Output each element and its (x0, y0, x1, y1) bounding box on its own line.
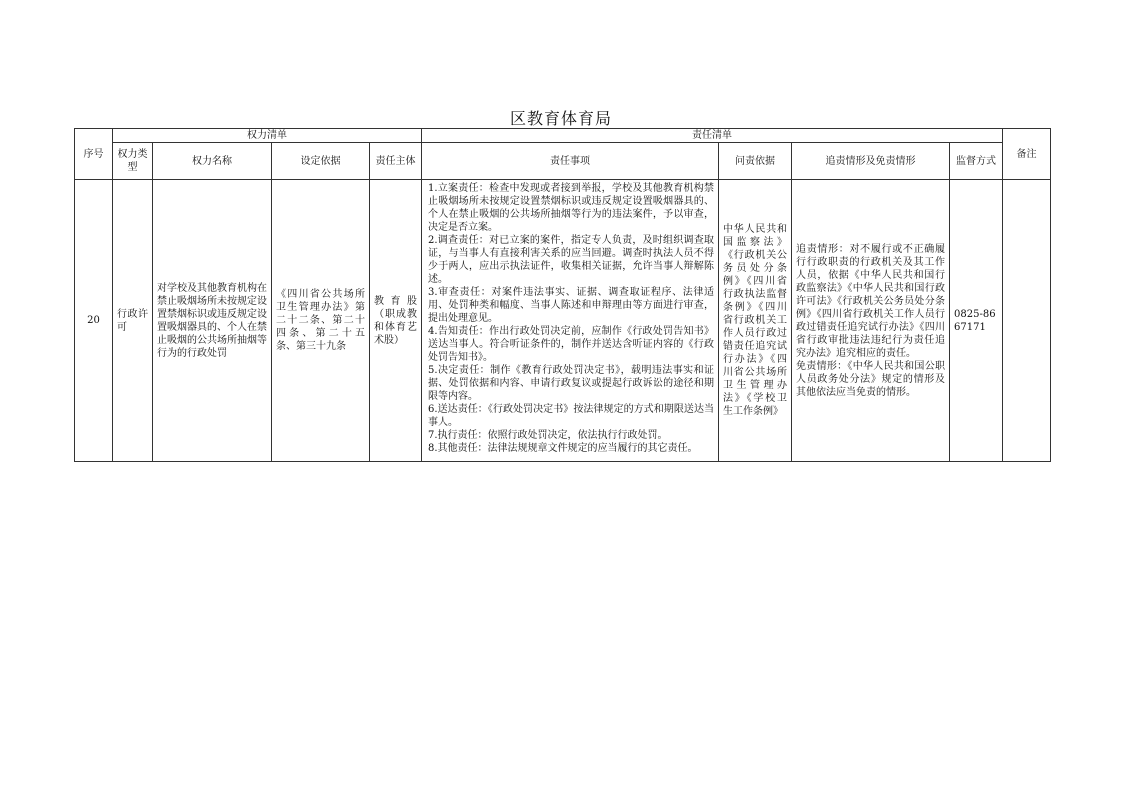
duty-item: 7.执行责任：依照行政处罚决定，依法执行行政处罚。 (428, 430, 668, 441)
header-duty-items: 责任事项 (422, 143, 719, 180)
header-remarks: 备注 (1003, 129, 1051, 180)
duty-item: 4.告知责任：作出行政处罚决定前，应制作《行政处罚告知书》送达当事人。符合听证条件的，制作并送达含听证内容的《行政处罚告知书》。 (428, 326, 714, 363)
group-power-list: 权力清单 (113, 129, 422, 143)
accountability-situation: 追责情形：对不履行或不正确履行行政职责的行政机关及其工作人员，依据《中华人民共和国行政监察法》《中华人民共和国行政许可法》《行政机关公务员处分条例》《四川省行政机关工作人员行政过错责任追究试行办法》《四川省行政审批违法违纪行为责任追究办法》追究相应的责任。 (796, 243, 945, 359)
duty-item: 1.立案责任：检查中发现或者接到举报，学校及其他教育机构禁止吸烟场所未按规定设置禁烟标识或违反规定设置吸烟器具的、个人在禁止吸烟的公共场所抽烟等行为的违法案件，予以审查，决定是否立案。 (428, 183, 714, 233)
column-header-row (75, 143, 1051, 180)
duty-item: 3.审查责任：对案件违法事实、证据、调查取证程序、法律适用、处罚种类和幅度、当事人陈述和申辩理由等方面进行审查，提出处理意见。 (428, 287, 714, 324)
duty-item: 5.决定责任：制作《教育行政处罚决定书》，载明违法事实和证据、处罚依据和内容、申请行政复议或提起行政诉讼的途径和期限等内容。 (428, 365, 714, 402)
duty-item: 6.送达责任：《行政处罚决定书》按法律规定的方式和期限送达当事人。 (428, 404, 714, 428)
cell-subject: 教育股（职成教和体育艺术股） (370, 180, 422, 462)
cell-exemption (792, 180, 950, 462)
cell-power-name: 对学校及其他教育机构在禁止吸烟场所未按规定设置禁烟标识或违反规定设置吸烟器具的、个人在禁止吸烟的公共场所抽烟等行为的行政处罚 (153, 180, 272, 462)
cell-seq: 20 (75, 180, 113, 462)
header-power-name: 权力名称 (153, 143, 272, 180)
power-duty-table (74, 128, 1051, 462)
cell-basis: 《四川省公共场所卫生管理办法》第二十二条、第二十四条、第二十五条、第三十九条 (272, 180, 370, 462)
cell-accountability-basis: 中华人民共和国监察法》《行政机关公务员处分条例》《四川省行政执法监督条例》《四川省行政机关工作人员行政过错责任追究试行办法》《四川省公共场所卫生管理办法》《学校卫生工作条例》 (719, 180, 792, 462)
duty-item: 8.其他责任：法律法规规章文件规定的应当履行的其它责任。 (428, 443, 698, 454)
header-exemption: 追责情形及免责情形 (792, 143, 950, 180)
cell-supervision: 0825-8667171 (950, 180, 1003, 462)
header-accountability-basis: 问责依据 (719, 143, 792, 180)
header-basis: 设定依据 (272, 143, 370, 180)
exemption-situation: 免责情形：《中华人民共和国公职人员政务处分法》规定的情形及其他依法应当免责的情形。 (796, 360, 945, 398)
header-supervision: 监督方式 (950, 143, 1003, 180)
table-row (75, 180, 1051, 462)
duty-item: 2.调查责任：对已立案的案件，指定专人负责，及时组织调查取证，与当事人有直接利害关系的应当回避。调查时执法人员不得少于两人，应出示执法证件，收集相关证据，允许当事人辩解陈述。 (428, 235, 714, 285)
group-header-row (75, 129, 1051, 143)
cell-remarks (1003, 180, 1051, 462)
header-seq: 序号 (75, 129, 113, 180)
header-power-type: 权力类型 (113, 143, 153, 180)
page-title: 区教育体育局 (509, 109, 612, 128)
cell-power-type: 行政许可 (113, 180, 153, 462)
group-duty-list: 责任清单 (422, 129, 1003, 143)
header-subject: 责任主体 (370, 143, 422, 180)
cell-duty-items (422, 180, 719, 462)
